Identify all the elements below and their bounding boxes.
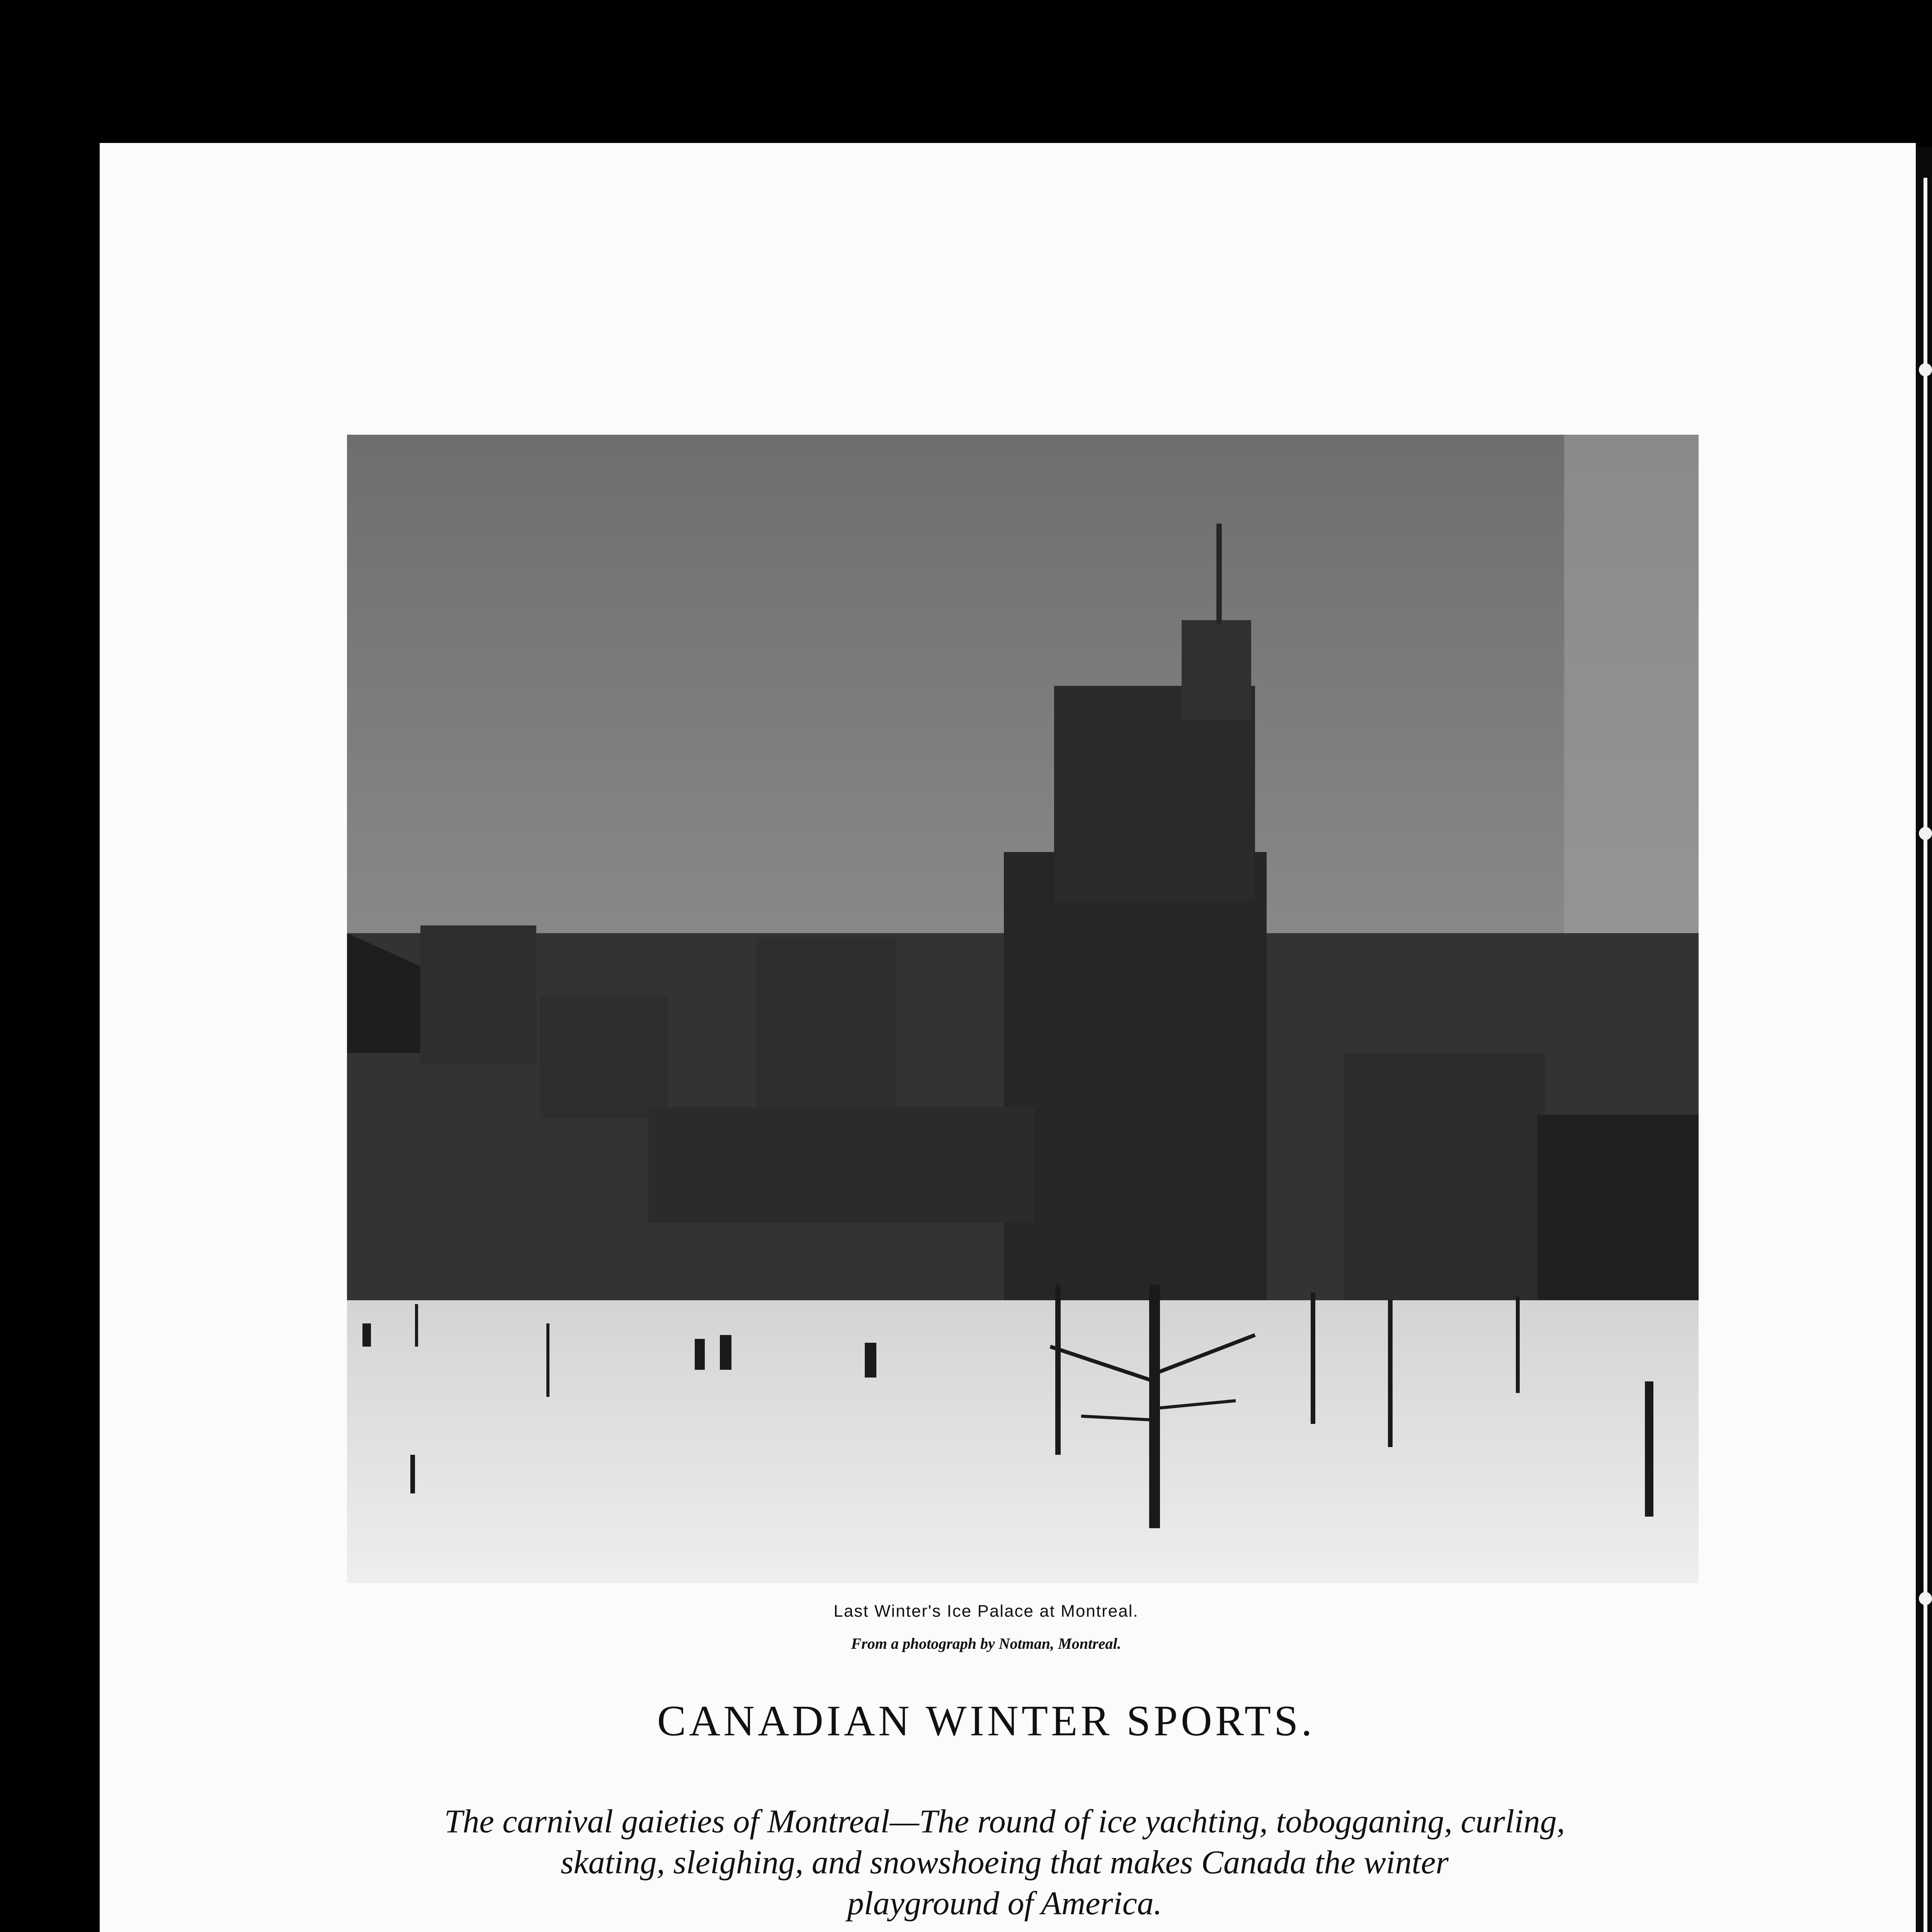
subtitle-line: The carnival gaieties of Montreal—The round of ice yachting, tobogganing, curling, [444, 1803, 1565, 1840]
subtitle-line: skating, sleighing, and snowshoeing that makes Canada the winter [560, 1844, 1449, 1881]
facing-page-edge [1916, 147, 1932, 1932]
article-title: CANADIAN WINTER SPORTS. [657, 1697, 1315, 1745]
ice-palace-photo [347, 435, 1699, 1583]
subtitle-line: playground of America. [847, 1884, 1162, 1922]
photo-caption: Last Winter's Ice Palace at Montreal. [833, 1602, 1139, 1621]
photo-credit: From a photograph by Notman, Montreal. [851, 1635, 1121, 1652]
article-subtitle [309, 1801, 1700, 1923]
